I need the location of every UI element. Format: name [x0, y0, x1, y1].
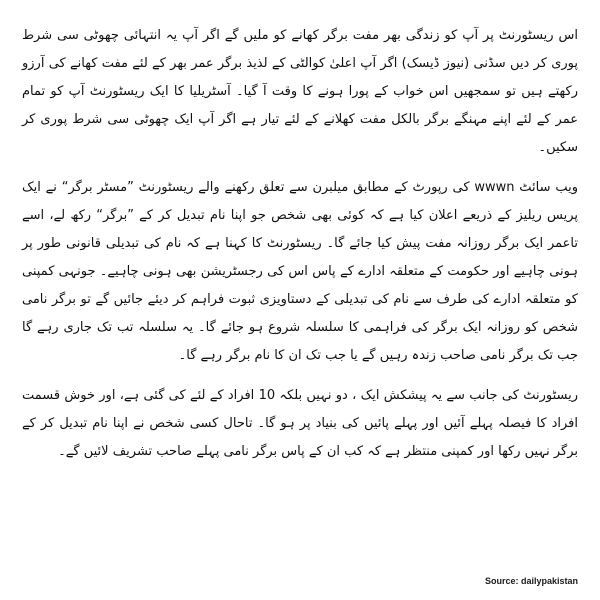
source-credit: Source: dailypakistan — [484, 576, 578, 586]
article-paragraph-1: اس ریسٹورنٹ پر آپ کو زندگی بھر مفت برگر کھانے کو ملیں گے اگر آپ یہ انتہائی چھوٹی سی شرط پوری کر دیں سڈنی (نیوز ڈیسک) اگر آپ اعلیٰ کوالٹی کے لذیذ برگر عمر بھر کے لئے مفت کھانے کی آرزو رکھتے ہیں تو سمجھیں اس خواب کے پورا ہونے کا وقت آ گیا۔ آسٹریلیا کا ایک ریسٹورنٹ آپ کو تمام عمر کے لئے اپنے مہنگے برگر بالکل مفت کھلانے کے لئے تیار ہے اگر آپ ایک چھوٹی سی شرط پوری کر سکیں۔ — [22, 28, 578, 155]
article-paragraph-2: ویب سائٹ wwwn کی رپورٹ کے مطابق میلبرن سے تعلق رکھنے والے ریسٹورنٹ ”مسٹر برگر“ نے ایک پریس ریلیز کے ذریعے اعلان کیا ہے کہ کوئی بھی شخص جو اپنا نام تبدیل کر کے ”برگر“ رکھ لے، اسے تاعمر ایک برگر روزانہ مفت پیش کیا جائے گا۔ ریسٹورنٹ کا کہنا ہے کہ نام کی تبدیلی قانونی طور پر ہونی چاہیے اور حکومت کے متعلقہ ادارے کے پاس اس کی رجسٹریشن بھی ہونی چاہیے۔ جونہی کمپنی کو متعلقہ ادارے کی طرف سے نام کی تبدیلی کے دستاویزی ثبوت فراہم کر دیئے جائیں گے تو برگر نامی شخص کو روزانہ ایک برگر کی فراہمی کا سلسلہ شروع ہو جائے گا۔ یہ سلسلہ تب تک جاری رہے گا جب تک برگر نامی صاحب زندہ رہیں گے یا جب تک ان کا نام برگر رہے گا۔ — [22, 180, 578, 363]
article-paragraph-3: ریسٹورنٹ کی جانب سے یہ پیشکش ایک ، دو نہیں بلکہ 10 افراد کے لئے کی گئی ہے، اور خوش قسمت افراد کا فیصلہ پہلے آئیں اور پہلے پائیں کی بنیاد پر ہو گا۔ تاحال کسی شخص نے اپنا نام تبدیل کر کے برگر نہیں رکھا اور کمپنی منتظر ہے کہ کب ان کے پاس برگر نامی پہلے صاحب تشریف لائیں گے۔ — [22, 388, 578, 459]
